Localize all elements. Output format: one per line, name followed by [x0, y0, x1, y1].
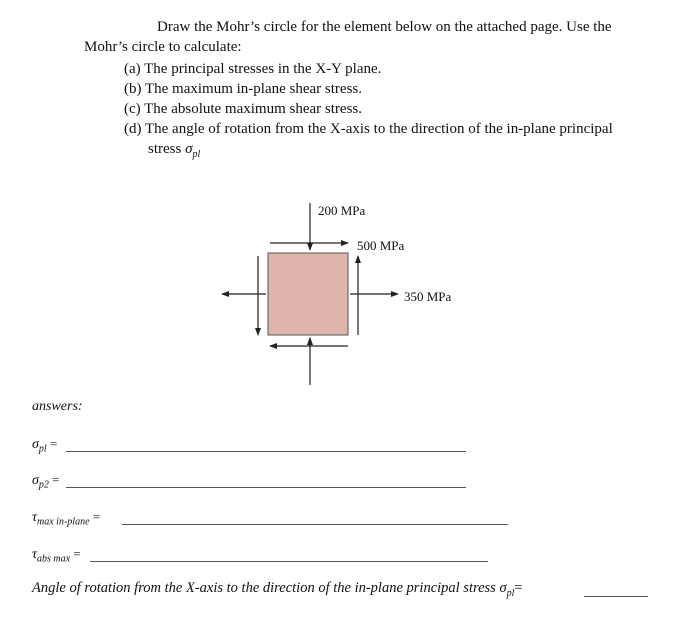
angle-answer-line[interactable]	[584, 596, 648, 597]
problem-item-c: (c) The absolute maximum shear stress.	[124, 101, 362, 117]
sigma-p2-eq: =	[52, 472, 60, 487]
problem-item-a: (a) The principal stresses in the X-Y plane.	[124, 61, 382, 77]
sigma-subscript: pl	[192, 149, 201, 160]
angle-text: Angle of rotation from the X-axis to the direction of the in-plane principal stress	[32, 580, 496, 596]
tau-abs-sub: abs max	[37, 553, 71, 565]
sigma-p1-answer-line[interactable]	[66, 451, 466, 452]
sigma-p1-label	[32, 436, 57, 455]
tau-inplane-answer-line[interactable]	[122, 524, 508, 525]
item-d-stress-word: stress	[148, 141, 182, 157]
problem-item-b: (b) The maximum in-plane shear stress.	[124, 81, 362, 97]
sigma-symbol: σ	[185, 141, 193, 157]
problem-line-1: Draw the Mohr’s circle for the element below on the attached page. Use the	[157, 19, 612, 35]
stress-element	[268, 253, 348, 335]
sigma-p2-label	[32, 472, 60, 491]
problem-line-2: Mohr’s circle to calculate:	[84, 39, 242, 55]
sigma-p2-symbol: σ	[32, 473, 39, 488]
angle-eq: =	[514, 580, 523, 596]
tau-abs-eq: =	[73, 546, 81, 561]
answers-heading: answers:	[32, 399, 83, 414]
sigma-p1-sub: pl	[38, 443, 47, 455]
tau-inplane-symbol: τ	[32, 510, 38, 525]
sigma-p1-eq: =	[49, 436, 58, 451]
tau-inplane-label	[32, 509, 100, 528]
tau-abs-symbol: τ	[32, 547, 38, 562]
sigma-p1-symbol: σ	[32, 437, 39, 452]
angle-symbol: σ	[499, 580, 507, 596]
angle-sub: pl	[506, 587, 515, 599]
label-200-mpa: 200 MPa	[318, 203, 366, 218]
tau-abs-label	[32, 546, 81, 565]
angle-question	[32, 580, 523, 599]
sigma-p2-answer-line[interactable]	[66, 487, 466, 488]
tau-inplane-sub: max in-plane	[37, 516, 90, 528]
problem-item-d: (d) The angle of rotation from the X-axis to the direction of the in-plane principal	[124, 121, 613, 137]
label-350-mpa: 350 MPa	[404, 289, 452, 304]
label-500-mpa: 500 MPa	[357, 238, 405, 253]
tau-inplane-eq: =	[92, 509, 101, 524]
tau-abs-answer-line[interactable]	[90, 561, 488, 562]
sigma-p2-sub: p2	[38, 479, 49, 491]
